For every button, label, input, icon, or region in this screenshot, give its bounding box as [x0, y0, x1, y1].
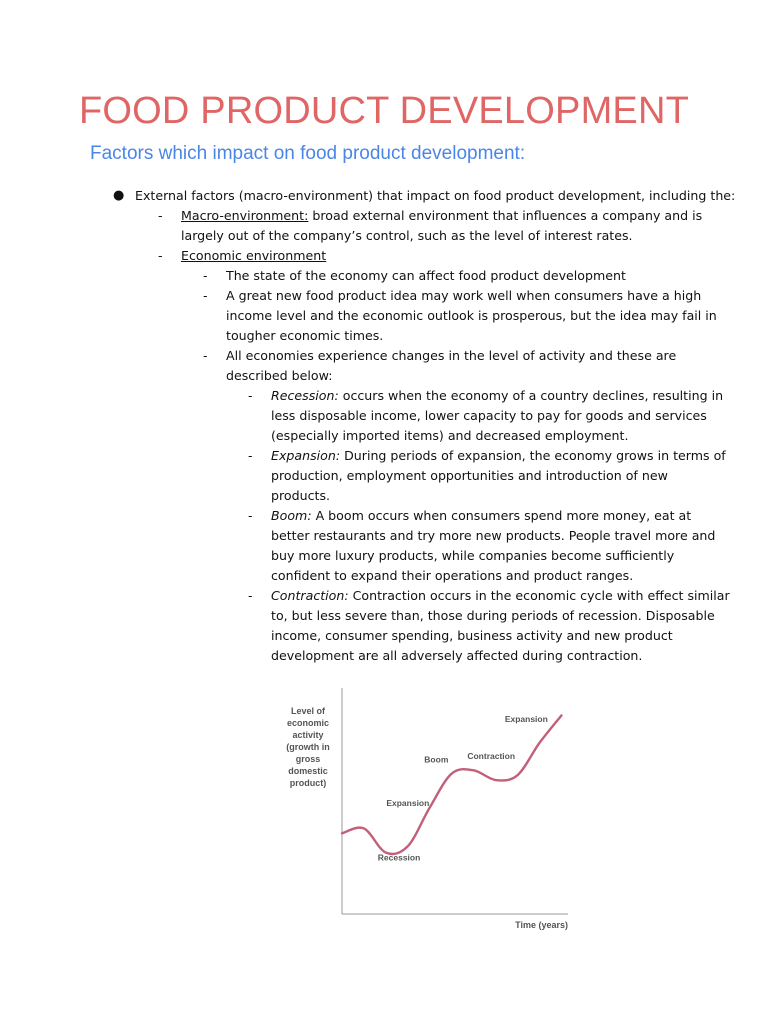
y-axis-label-line: (growth in: [286, 742, 330, 752]
macro-label: Macro-environment:: [181, 208, 309, 223]
list-item-great: A great new food product idea may work well when consumers have a high: [226, 288, 702, 303]
contraction-label: Contraction:: [271, 588, 349, 603]
page-title: FOOD PRODUCT DEVELOPMENT: [78, 90, 690, 132]
dash-marker: -: [248, 448, 253, 463]
list-item-state: The state of the economy can affect food product development: [226, 268, 626, 283]
recession-text-cont: (especially imported items) and decreased employment.: [271, 428, 629, 443]
recession-text-cont: less disposable income, lower capacity to pay for goods and services: [271, 408, 707, 423]
all-economies-cont: described below:: [226, 368, 333, 383]
list-item-contraction: [271, 586, 730, 606]
y-axis-label-line: domestic: [288, 766, 328, 776]
section-subtitle: Factors which impact on food product development:: [90, 143, 526, 164]
list-item-all-economies: All economies experience changes in the level of activity and these are: [226, 348, 677, 363]
list-item-recession: [271, 386, 723, 406]
y-axis-label-line: activity: [292, 730, 324, 740]
boom-text-cont: better restaurants and try more new products. People travel more and: [271, 528, 716, 543]
dash-marker: -: [203, 348, 208, 363]
macro-text-cont: largely out of the company’s control, such as the level of interest rates.: [181, 228, 633, 243]
boom-text: A boom occurs when consumers spend more money, eat at: [311, 508, 692, 523]
macro-text: broad external environment that influences a company and is: [308, 208, 703, 223]
contraction-text-cont: development are all adversely affected during contraction.: [271, 648, 643, 663]
economic-environment-label: Economic environment: [181, 248, 327, 263]
list-item-external: External factors (macro-environment) that impact on food product development, including the:: [135, 188, 736, 203]
list-item-macro: [181, 206, 702, 226]
expansion-text: During periods of expansion, the economy grows in terms of: [340, 448, 726, 463]
expansion-label: Expansion:: [271, 448, 341, 463]
annotation-expansion: Expansion: [386, 797, 430, 808]
annotation-boom: Boom: [424, 754, 449, 765]
annotation-recession: Recession: [377, 852, 421, 863]
chart-annotations: [378, 714, 548, 863]
expansion-text-cont: production, employment opportunities and introduction of new: [271, 468, 668, 483]
y-axis-label-line: gross: [295, 754, 321, 764]
dash-marker: -: [203, 288, 208, 303]
x-axis-label: Time (years): [515, 920, 568, 930]
great-text-cont: tougher economic times.: [226, 328, 384, 343]
dash-marker: -: [248, 388, 253, 403]
list-item-expansion: [271, 446, 726, 466]
annotation-contraction: Contraction: [467, 751, 516, 762]
list-item-boom: [271, 506, 691, 526]
y-axis-label-line: economic: [286, 718, 330, 728]
contraction-text-cont: to, but less severe than, those during periods of recession. Disposable: [271, 608, 715, 623]
y-axis-label: [286, 706, 330, 788]
boom-label: Boom:: [271, 508, 312, 523]
expansion-text-cont: products.: [271, 488, 331, 503]
annotation-expansion: Expansion: [504, 713, 548, 724]
dash-marker: -: [158, 248, 163, 263]
recession-text: occurs when the economy of a country declines, resulting in: [338, 388, 724, 403]
boom-text-cont: confident to expand their operations and product ranges.: [271, 568, 634, 583]
dash-marker: -: [203, 268, 208, 283]
y-axis-label-line: Level of: [290, 706, 326, 716]
great-text-cont: income level and the economic outlook is prosperous, but the idea may fail in: [226, 308, 717, 323]
economic-cycle-chart: [270, 678, 580, 938]
contraction-text: Contraction occurs in the economic cycle with effect similar: [348, 588, 730, 603]
dash-marker: -: [158, 208, 163, 223]
series-line: [342, 715, 561, 854]
recession-label: Recession:: [271, 388, 339, 403]
dash-marker: -: [248, 588, 253, 603]
bullet-marker: ●: [113, 188, 125, 203]
boom-text-cont: buy more luxury products, while companies become sufficiently: [271, 548, 675, 563]
dash-marker: -: [248, 508, 253, 523]
contraction-text-cont: income, consumer spending, business activity and new product: [271, 628, 673, 643]
y-axis-label-line: product): [289, 778, 327, 788]
